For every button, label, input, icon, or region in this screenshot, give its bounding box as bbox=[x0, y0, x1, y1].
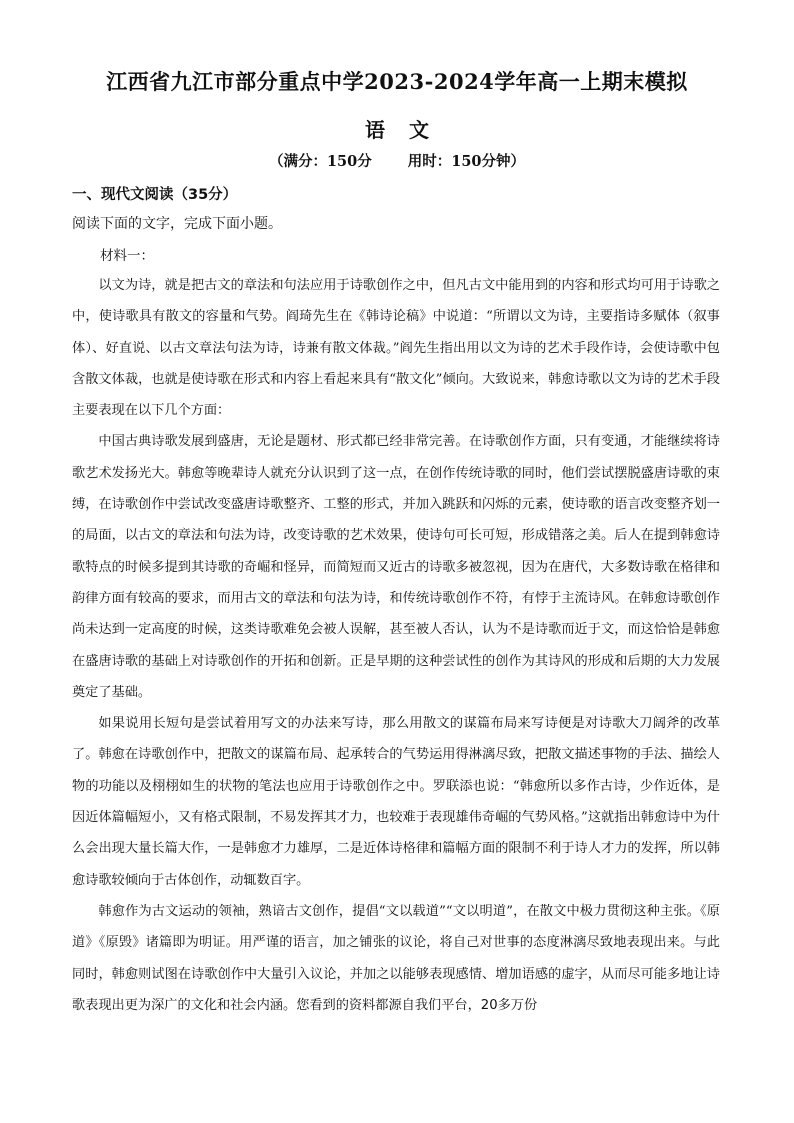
section-heading: 一、现代文阅读（35分） bbox=[72, 187, 238, 203]
exam-title: 江西省九江市部分重点中学2023-2024学年高一上期末模拟 bbox=[106, 69, 688, 94]
score-info: （满分：150分 bbox=[268, 153, 372, 170]
article-body bbox=[72, 270, 720, 1021]
paragraph: 中国古典诗歌发展到盛唐，无论是题材、形式都已经非常完善。在诗歌创作方面，只有变通，才能继续将诗歌艺术发扬光大。韩愈等晚辈诗人就充分认识到了这一点，在创作传统诗歌的同时，他们尝试摆脱盛唐诗歌的束缚，在诗歌创作中尝试改变盛唐诗歌整齐、工整的形式，并加入跳跃和闪烁的元素，使诗歌的语言改变整齐划一的局面，以古文的章法和句法为诗，改变诗歌的艺术效果，使诗句可长可短，形成错落之美。后人在提到韩愈诗歌特点的时候多提到其诗歌的奇崛和怪异，而简短而又近古的诗歌多被忽视，因为在唐代，大多数诗歌在格律和韵律方面有较高的要求，而用古文的章法和句法为诗，和传统诗歌创作不符，有悖于主流诗风。在韩愈诗歌创作尚未达到一定高度的时候，这类诗歌难免会被人误解，甚至被人否认，认为不是诗歌而近于文，而这恰恰是韩愈在盛唐诗歌的基础上对诗歌创作的开拓和创新。正是早期的这种尝试性的创作为其诗风的形成和后期的大力发展奠定了基础。 bbox=[72, 434, 720, 700]
paragraph-text: 韩愈作为古文运动的领袖，熟谙古文创作，提倡“文以载道”“文以明道”，在散文中极力贯彻这种主张。《原道》《原毁》诸篇即为明证。用严谨的语言，加之铺张的议论，将自己对世事的态度淋漓尽致地表现出来。与此同时，韩愈则试图在诗歌创作中大量引入议论，并加之以能够表现感情、增加语感的虚字，从而尽可能多地让诗歌表现出更为深广的文化和社会内涵。 bbox=[72, 903, 720, 1013]
paragraph bbox=[72, 896, 720, 1021]
exam-meta bbox=[0, 150, 794, 171]
subject-title: 语文 bbox=[365, 118, 453, 142]
material-label: 材料一： bbox=[100, 248, 154, 264]
instruction-text: 阅读下面的文字，完成下面小题。 bbox=[72, 216, 282, 232]
paragraph: 以文为诗，就是把古文的章法和句法应用于诗歌创作之中，但凡古文中能用到的内容和形式均可用于诗歌之中，使诗歌具有散文的容量和气势。阎琦先生在《韩诗论稿》中说道：“所谓以文为诗，主要指诗多赋体（叙事体）、好直说、以古文章法句法为诗，诗兼有散文体裁。”阎先生指出用以文为诗的艺术手段作诗，会使诗歌中包含散文体裁，也就是使诗歌在形式和内容上看起来具有“散文化”倾向。大致说来，韩愈诗歌以文为诗的艺术手段主要表现在以下几个方面： bbox=[72, 278, 720, 419]
paragraph: 如果说用长短句是尝试着用写文的办法来写诗，那么用散文的谋篇布局来写诗便是对诗歌大刀阔斧的改革了。韩愈在诗歌创作中，把散文的谋篇布局、起承转合的气势运用得淋漓尽致，把散文描述事物的手法、描绘人物的功能以及栩栩如生的状物的笔法也应用于诗歌创作之中。罗联添也说：“韩愈所以多作古诗，少作近体，是因近体篇幅短小，又有格式限制，不易发挥其才力，也较难于表现雄伟奇崛的气势风格。”这就指出韩愈诗中为什么会出现大量长篇大作，一是韩愈才力雄厚，二是近体诗格律和篇幅方面的限制不利于诗人才力的发挥，所以韩愈诗歌较倾向于古体创作，动辄数百字。 bbox=[72, 716, 720, 888]
watermark-text: 您看到的资料都源自我们平台，20多万份 bbox=[296, 997, 538, 1013]
time-info: 用时：150分钟） bbox=[407, 153, 526, 170]
